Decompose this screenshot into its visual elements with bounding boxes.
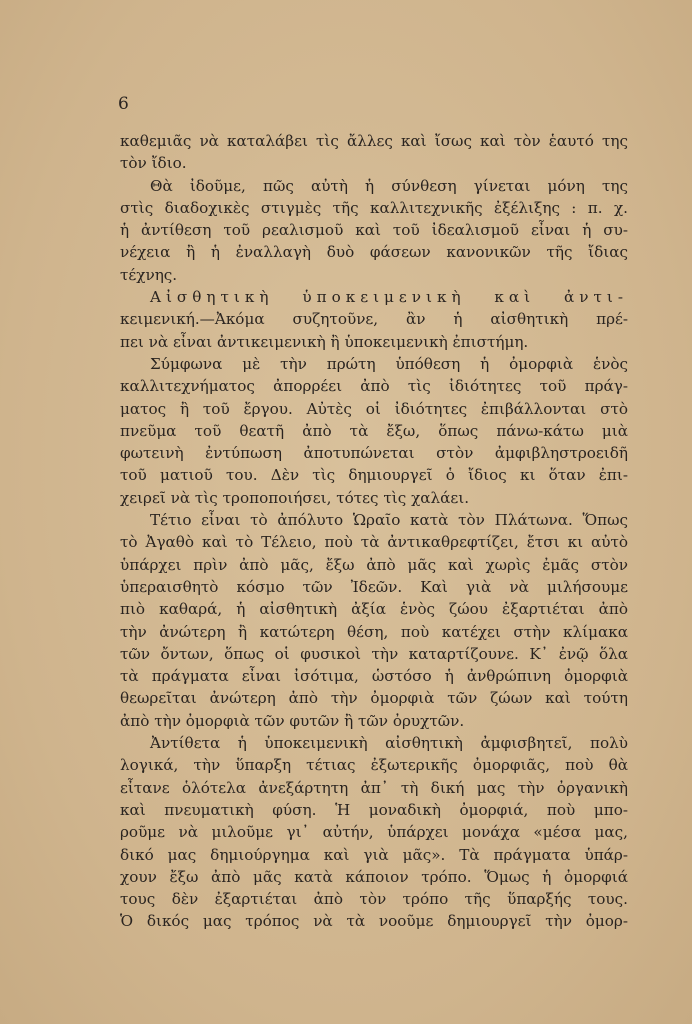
text-line: χειρεῖ νὰ τὶς τροποποιήσει, τότες τὶς χαλάει. <box>120 488 470 507</box>
text-line: τὰ πράγματα εἶναι ἰσότιμα, ὡστόσο ἡ ἀνθρώπινη ὀμορφιὰ <box>120 667 628 686</box>
text-line: τῶν ὄντων, ὅπως οἱ φυσικοὶ τὴν καταρτίζουνε. Κ᾿ ἐνῷ ὅλα <box>120 644 628 663</box>
page-number: 6 <box>118 94 129 114</box>
text-line: καλλιτεχνήματος ἀπορρέει ἀπὸ τὶς ἰδιότητες τοῦ πράγ- <box>120 377 628 396</box>
text-line: πνεῦμα τοῦ θεατῆ ἀπὸ τὰ ἔξω, ὅπως πάνω-κάτω μιὰ <box>120 421 628 440</box>
text-line: Θὰ ἰδοῦμε, πῶς αὐτὴ ἡ σύνθεση γίνεται μόνη της <box>150 176 628 195</box>
text-line: χουν ἔξω ἀπὸ μᾶς κατὰ κάποιον τρόπο. Ὅμως ἡ ὀμορφιά <box>120 867 628 886</box>
text-line: ματος ἢ τοῦ ἔργου. Αὐτὲς οἱ ἰδιότητες ἐπιβάλλονται στὸ <box>120 399 628 418</box>
text-line: ροῦμε νὰ μιλοῦμε γι᾿ αὐτήν, ὑπάρχει μονάχα «μέσα μας, <box>120 823 628 842</box>
text-line: τὸν ἴδιο. <box>120 154 187 173</box>
text-line: ὑπάρχει πρὶν ἀπὸ μᾶς, ἔξω ἀπὸ μᾶς καὶ χωρὶς ἐμᾶς στὸν <box>120 555 628 574</box>
text-line: τοῦ ματιοῦ του. Δὲν τὶς δημιουργεῖ ὁ ἴδιος κι ὅταν ἐπι- <box>120 466 628 485</box>
text-line: καὶ πνευματικὴ φύση. Ἡ μοναδικὴ ὀμορφιά, ποὺ μπο- <box>120 800 628 819</box>
text-line: ἀπὸ τὴν ὀμορφιὰ τῶν φυτῶν ἢ τῶν ὀρυχτῶν. <box>120 711 465 730</box>
text-line: ὑπεραισθητὸ κόσμο τῶν Ἰδεῶν. Καὶ γιὰ νὰ μιλήσουμε <box>120 577 628 596</box>
text-line: πιὸ καθαρά, ἡ αἰσθητικὴ ἀξία ἑνὸς ζώου ἐξαρτιέται ἀπὸ <box>120 600 628 619</box>
body-text <box>120 130 628 933</box>
text-line: λογικά, τὴν ὕπαρξη τέτιας ἐξωτερικῆς ὀμορφιᾶς, ποὺ θὰ <box>120 756 628 775</box>
text-line: ἡ ἀντίθεση τοῦ ρεαλισμοῦ καὶ τοῦ ἰδεαλισμοῦ εἶναι ἡ συ- <box>120 221 628 240</box>
text-line: καθεμιᾶς νὰ καταλάβει τὶς ἄλλες καὶ ἴσως καὶ τὸν ἑαυτό της <box>120 132 628 150</box>
text-line: Ὁ δικός μας τρόπος νὰ τὰ νοοῦμε δημιουργεῖ τὴν ὀμορ- <box>120 912 628 931</box>
text-line: θεωρεῖται ἀνώτερη ἀπὸ τὴν ὀμορφιὰ τῶν ζώων καὶ τούτη <box>120 689 628 708</box>
text-line: τὸ Ἀγαθὸ καὶ τὸ Τέλειο, ποὺ τὰ ἀντικαθρεφτίζει, ἔτσι κι αὐτὸ <box>120 533 628 552</box>
text-line: εἶτανε ὁλότελα ἀνεξάρτητη ἀπ᾿ τὴ δική μας τὴν ὀργανικὴ <box>120 778 628 797</box>
text-line: Ἀντίθετα ἡ ὑποκειμενικὴ αἰσθητικὴ ἀμφισβητεῖ, πολὺ <box>150 734 628 753</box>
text-line: πει νὰ εἶναι ἀντικειμενικὴ ἢ ὑποκειμενικὴ ἐπιστήμη. <box>120 332 529 351</box>
text-line: Αἰσθητικὴ ὑποκειμενικὴ καὶ ἀντι- <box>150 288 628 307</box>
text-line: νέχεια ἢ ἡ ἐναλλαγὴ δυὸ φάσεων κανονικῶν τῆς ἴδιας <box>120 243 628 262</box>
text-line: τέχνης. <box>120 265 178 284</box>
text-line: φωτεινὴ ἐντύπωση ἀποτυπώνεται στὸν ἀμφιβληστροειδῆ <box>120 444 628 463</box>
text-line: τους δὲν ἐξαρτιέται ἀπὸ τὸν τρόπο τῆς ὕπαρξής τους. <box>120 890 628 909</box>
text-line: Τέτιο εἶναι τὸ ἀπόλυτο Ὡραῖο κατὰ τὸν Πλάτωνα. Ὅπως <box>150 511 628 530</box>
text-line: στὶς διαδοχικὲς στιγμὲς τῆς καλλιτεχνικῆς ἐξέλιξης : π. χ. <box>120 198 628 217</box>
text-line: κειμενική.—Ἀκόμα συζητοῦνε, ἂν ἡ αἰσθητικὴ πρέ- <box>120 310 628 329</box>
text-line: τὴν ἀνώτερη ἢ κατώτερη θέση, ποὺ κατέχει στὴν κλίμακα <box>120 622 628 641</box>
text-line: δικό μας δημιούργημα καὶ γιὰ μᾶς». Τὰ πράγματα ὑπάρ- <box>120 845 628 864</box>
text-line: Σύμφωνα μὲ τὴν πρώτη ὑπόθεση ἡ ὀμορφιὰ ἑνὸς <box>150 354 628 373</box>
